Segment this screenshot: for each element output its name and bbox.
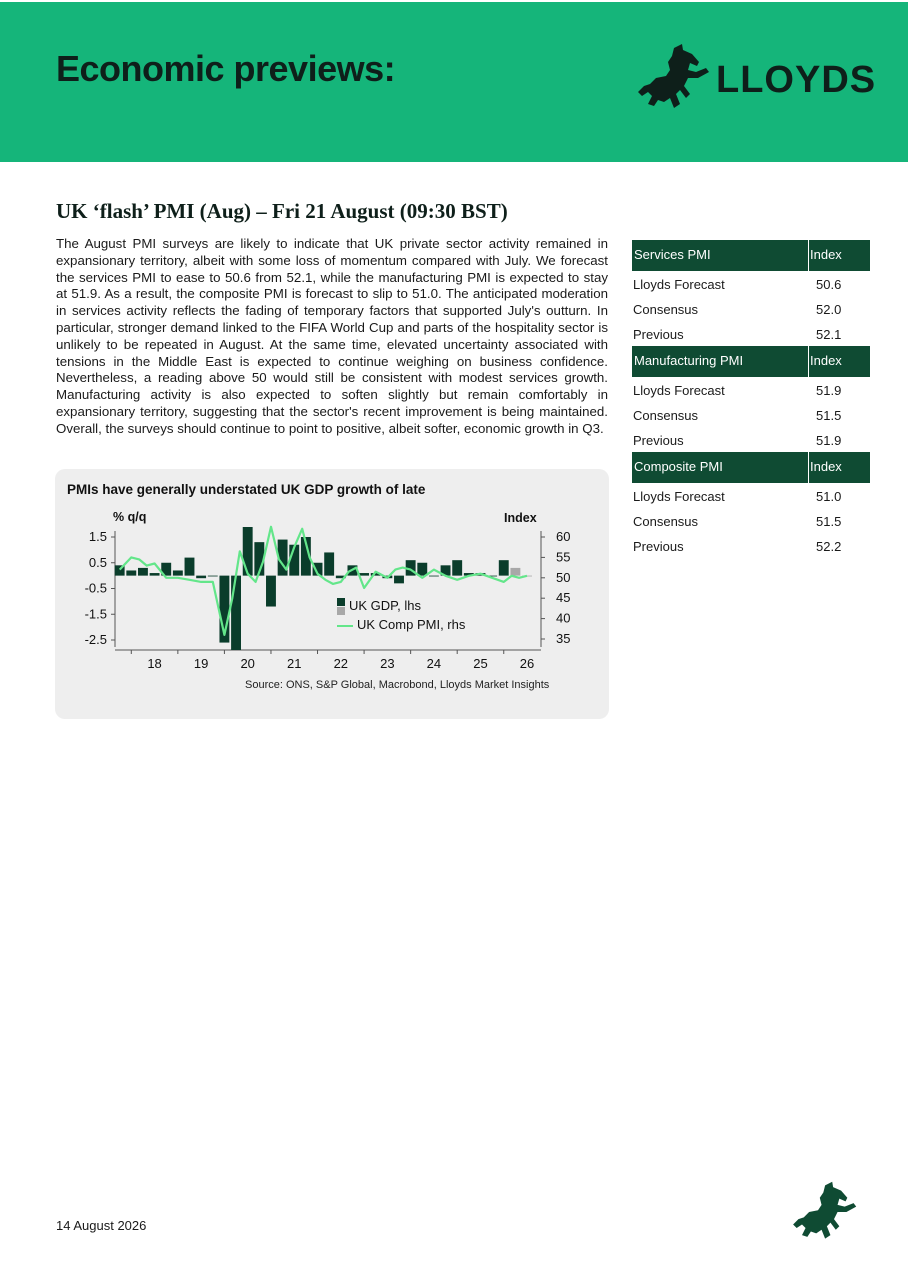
gdp-bar <box>394 576 404 584</box>
x-tick-label: 24 <box>426 656 442 671</box>
table-row-value: 51.5 <box>816 408 842 423</box>
legend-swatch-gdp-forecast <box>337 607 345 615</box>
table-row <box>632 508 870 533</box>
table-header-label: Manufacturing PMI <box>634 353 744 368</box>
table-row <box>632 296 870 321</box>
gdp-bar <box>173 570 183 575</box>
table-row-label: Consensus <box>633 408 699 423</box>
footer-logo <box>790 1180 862 1249</box>
table-row-value: 52.2 <box>816 539 842 554</box>
legend-swatch-pmi <box>337 625 353 627</box>
table-row-label: Consensus <box>633 514 699 529</box>
x-tick-label: 18 <box>147 656 162 671</box>
legend-label-pmi: UK Comp PMI, rhs <box>357 617 466 632</box>
gdp-bar <box>417 563 427 576</box>
table-row-value: 52.1 <box>816 327 842 342</box>
table-header-label: Composite PMI <box>634 459 723 474</box>
right-tick-label: 55 <box>556 549 571 565</box>
gdp-bar <box>510 568 520 576</box>
table-row-value: 50.6 <box>816 277 842 292</box>
left-tick-label: -1.5 <box>84 606 107 622</box>
table-row-label: Previous <box>633 539 684 554</box>
table-header <box>632 346 870 377</box>
chart-title: PMIs have generally understated UK GDP growth of late <box>67 482 426 497</box>
table-row-label: Previous <box>633 327 684 342</box>
gdp-bar <box>208 576 218 577</box>
table-header-label: Services PMI <box>634 247 711 262</box>
x-tick-label: 20 <box>240 656 255 671</box>
gdp-bar <box>138 568 148 576</box>
left-tick-label: 1.5 <box>88 529 107 544</box>
table-row-label: Lloyds Forecast <box>633 277 725 292</box>
legend-swatch-gdp <box>337 598 345 606</box>
table-row <box>632 427 870 452</box>
horse-icon <box>790 1180 862 1244</box>
footer-date: 14 August 2026 <box>56 1218 147 1233</box>
table-row-value: 51.0 <box>816 489 842 504</box>
gdp-bar <box>324 552 334 575</box>
gdp-bar <box>231 576 241 650</box>
gdp-bar <box>150 573 160 576</box>
gdp-bar <box>499 560 509 575</box>
gdp-bar <box>429 576 439 577</box>
right-axis-label: Index <box>504 511 537 525</box>
table-header-unit: Index <box>810 247 842 262</box>
table-row <box>632 402 870 427</box>
brand-logo <box>636 42 888 114</box>
x-tick-label: 26 <box>519 656 535 671</box>
table-row-label: Consensus <box>633 302 699 317</box>
right-tick-label: 60 <box>556 529 571 544</box>
right-tick-label: 45 <box>556 590 571 606</box>
gdp-bar <box>185 558 195 576</box>
table-header-unit: Index <box>810 353 842 368</box>
left-axis-label: % q/q <box>113 510 147 524</box>
table-header <box>632 240 870 271</box>
x-tick-label: 25 <box>473 656 488 671</box>
header-banner <box>0 2 908 162</box>
chart-source: Source: ONS, S&P Global, Macrobond, Lloyds Market Insights <box>245 679 550 691</box>
left-tick-label: -0.5 <box>84 580 107 596</box>
table-row <box>632 321 870 346</box>
table-row <box>632 483 870 508</box>
gdp-bar <box>359 573 369 576</box>
pmi-series-line <box>120 527 527 635</box>
horse-icon <box>636 42 714 114</box>
table-row-label: Previous <box>633 433 684 448</box>
table-row <box>632 377 870 402</box>
table-header-divider <box>808 452 809 483</box>
table-row <box>632 271 870 296</box>
article-body: The August PMI surveys are likely to indicate that UK private sector activity remained in expansionary territory, albeit with some loss of momentum compared with July. We forecast the services PMI to ease to 50.6 from 52.1, while the manufacturing PMI is expected to stay at 51.9. As a result, the composite PMI is forecast to slip to 51.0. The anticipated moderation in services activity reflects the fading of temporary factors that supported July's outturn. In particular, stronger demand linked to the FIFA World Cup and parts of the hospitality sector is unlikely to be repeated in August. At the same time, elevated uncertainty associated with tensions in the Middle East is expected to continue weighing on business confidence. Nevertheless, a reading above 50 would still be consistent with modest services growth. Manufacturing activity is also expected to soften slightly but remain comfortably in expansionary territory, suggesting that the sector's recent improvement is being maintained. Overall, the surveys should continue to point to positive, albeit softer, economic growth in Q3. <box>56 236 608 436</box>
table-row <box>632 533 870 558</box>
gdp-bar <box>243 527 253 576</box>
brand-wordmark: LLOYDS <box>716 59 877 101</box>
table-row-value: 51.9 <box>816 433 842 448</box>
gdp-bar <box>196 576 206 579</box>
page-title: Economic previews: <box>56 48 396 89</box>
gdp-bar <box>452 560 462 575</box>
section-heading: UK ‘flash’ PMI (Aug) – Fri 21 August (09:30 BST) <box>56 199 508 223</box>
gdp-bar <box>126 570 136 575</box>
forecast-table <box>632 240 870 558</box>
table-header-divider <box>808 240 809 271</box>
gdp-bar <box>266 576 276 607</box>
table-row-value: 51.5 <box>816 514 842 529</box>
table-header <box>632 452 870 483</box>
x-tick-label: 21 <box>287 656 302 671</box>
right-tick-label: 50 <box>556 569 571 585</box>
table-row-label: Lloyds Forecast <box>633 383 725 398</box>
table-row-value: 52.0 <box>816 302 842 317</box>
x-tick-label: 23 <box>380 656 395 671</box>
right-tick-label: 40 <box>556 610 571 626</box>
legend-label-gdp: UK GDP, lhs <box>349 598 422 613</box>
table-header-divider <box>808 346 809 377</box>
chart-panel <box>55 469 609 719</box>
x-tick-label: 19 <box>193 656 209 671</box>
table-row-label: Lloyds Forecast <box>633 489 725 504</box>
left-tick-label: 0.5 <box>88 554 107 570</box>
table-header-unit: Index <box>810 459 842 474</box>
left-tick-label: -2.5 <box>84 632 107 647</box>
right-tick-label: 35 <box>556 631 571 646</box>
table-row-value: 51.9 <box>816 383 842 398</box>
x-tick-label: 22 <box>333 656 349 671</box>
